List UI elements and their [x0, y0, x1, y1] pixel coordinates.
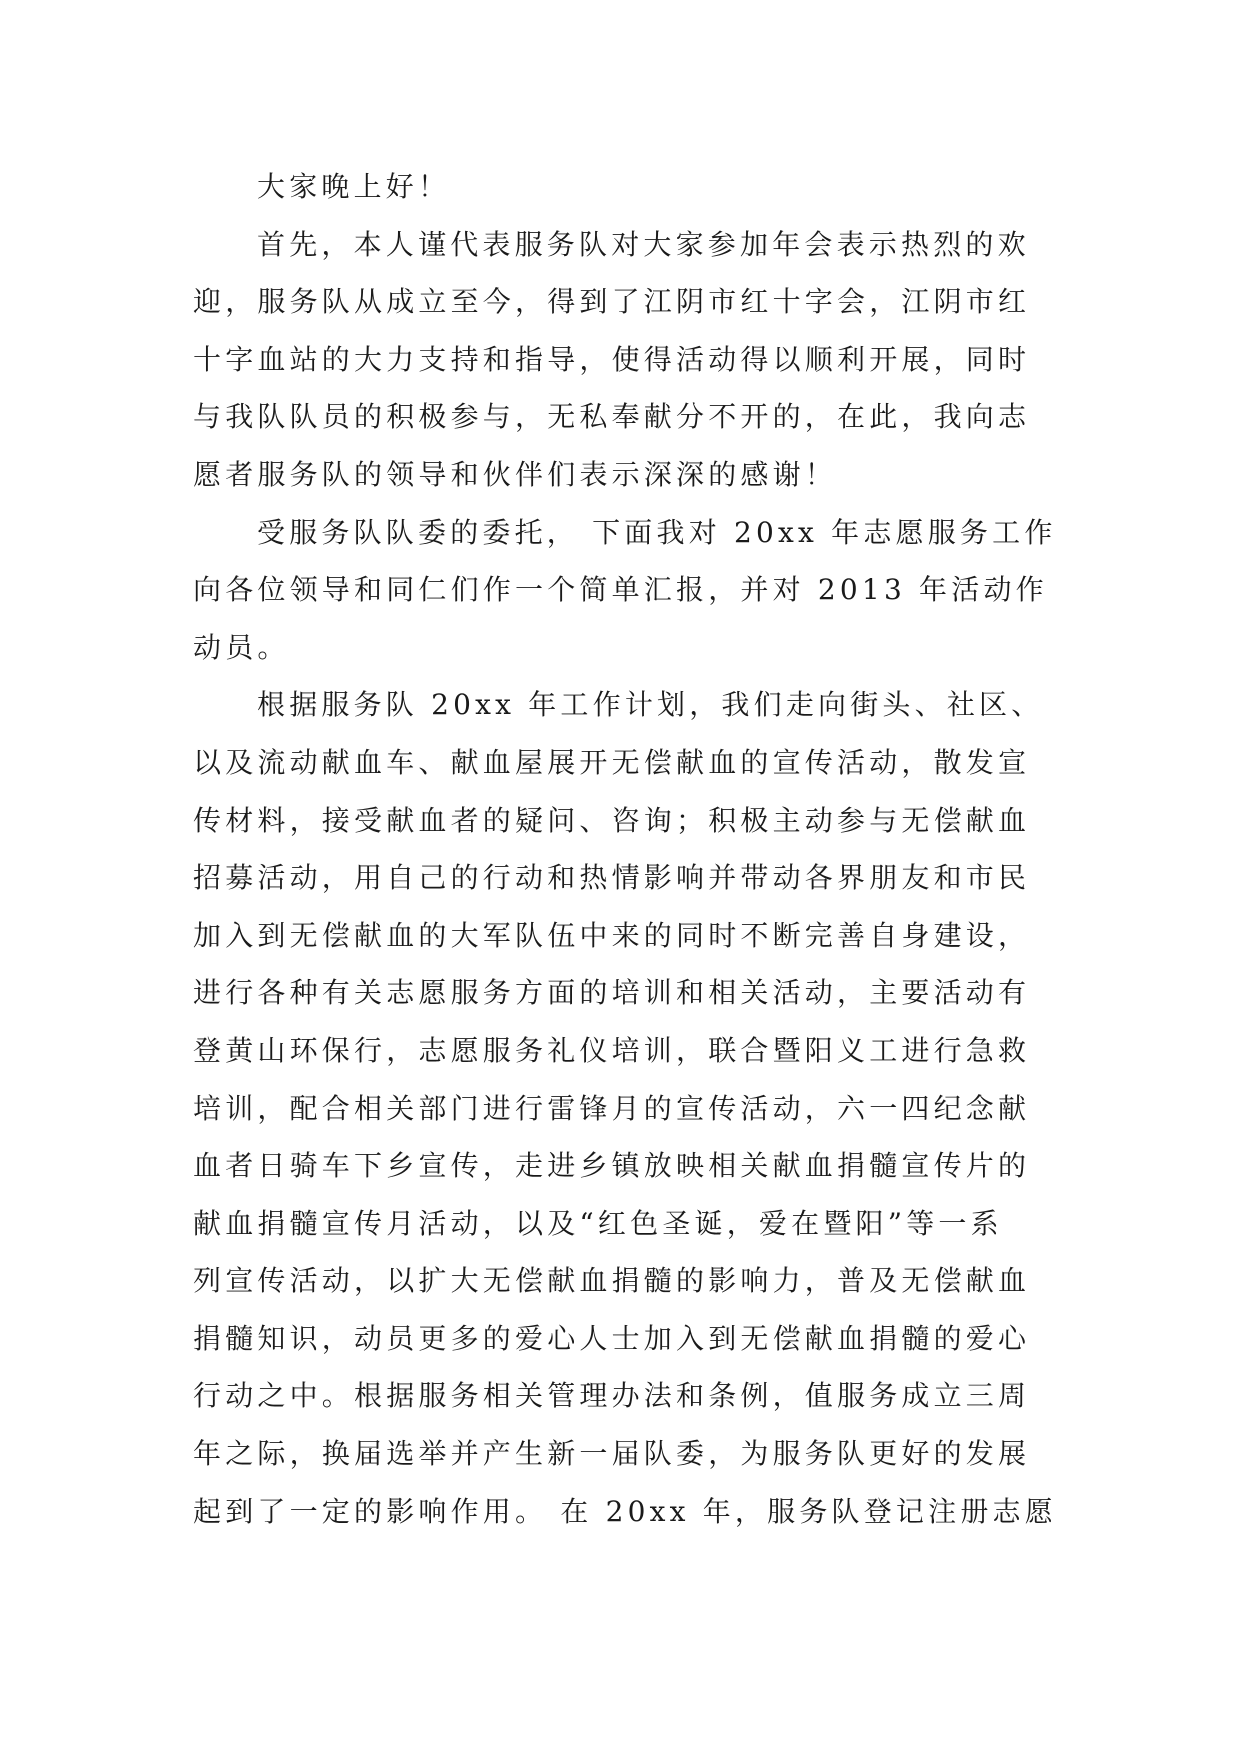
- paragraph-line: 进行各种有关志愿服务方面的培训和相关活动，主要活动有: [193, 976, 1031, 1010]
- paragraph-line: 血者日骑车下乡宣传，走进乡镇放映相关献血捐髓宣传片的: [193, 1149, 1031, 1183]
- greeting-line: 大家晚上好！: [257, 170, 451, 203]
- paragraph-line: 根据服务队 20xx 年工作计划，我们走向街头、社区、: [257, 688, 1044, 722]
- paragraph-line: 招募活动，用自己的行动和热情影响并带动各界朋友和市民: [193, 861, 1031, 895]
- paragraph-line: 培训，配合相关部门进行雷锋月的宣传活动，六一四纪念献: [193, 1091, 1031, 1125]
- paragraph-line: 行动之中。根据服务相关管理办法和条例，值服务成立三周: [193, 1379, 1031, 1413]
- paragraph-line: 动员。: [193, 630, 290, 664]
- paragraph-line: 列宣传活动，以扩大无偿献血捐髓的影响力，普及无偿献血: [193, 1264, 1031, 1298]
- paragraph-line: 受服务队队委的委托， 下面我对 20xx 年志愿服务工作: [257, 515, 1057, 549]
- paragraph-line: 献血捐髓宣传月活动，以及“红色圣诞，爱在暨阳”等一系: [193, 1206, 1003, 1240]
- paragraph-line: 捐髓知识，动员更多的爱心人士加入到无偿献血捐髓的爱心: [193, 1321, 1031, 1355]
- paragraph-line: 十字血站的大力支持和指导，使得活动得以顺利开展，同时: [193, 342, 1031, 376]
- document-body: [193, 158, 1057, 1540]
- paragraph-line: 与我队队员的积极参与，无私奉献分不开的，在此，我向志: [193, 400, 1031, 434]
- paragraph-line: 登黄山环保行，志愿服务礼仪培训，联合暨阳义工进行急救: [193, 1033, 1031, 1067]
- paragraph-line: 愿者服务队的领导和伙伴们表示深深的感谢！: [193, 457, 838, 491]
- paragraph-line: 迎，服务队从成立至今，得到了江阴市红十字会，江阴市红: [193, 285, 1031, 319]
- paragraph-line: 以及流动献血车、献血屋展开无偿献血的宣传活动，散发宣: [193, 745, 1031, 779]
- paragraph-line: 年之际，换届选举并产生新一届队委，为服务队更好的发展: [193, 1437, 1031, 1471]
- paragraph-line: 传材料，接受献血者的疑问、咨询；积极主动参与无偿献血: [193, 803, 1031, 837]
- paragraph-line: 向各位领导和同仁们作一个简单汇报，并对 2013 年活动作: [193, 573, 1048, 607]
- paragraph-line: 首先，本人谨代表服务队对大家参加年会表示热烈的欢: [257, 227, 1030, 261]
- paragraph-line: 加入到无偿献血的大军队伍中来的同时不断完善自身建设，: [193, 918, 1031, 952]
- paragraph-line: 起到了一定的影响作用。 在 20xx 年，服务队登记注册志愿: [193, 1494, 1057, 1528]
